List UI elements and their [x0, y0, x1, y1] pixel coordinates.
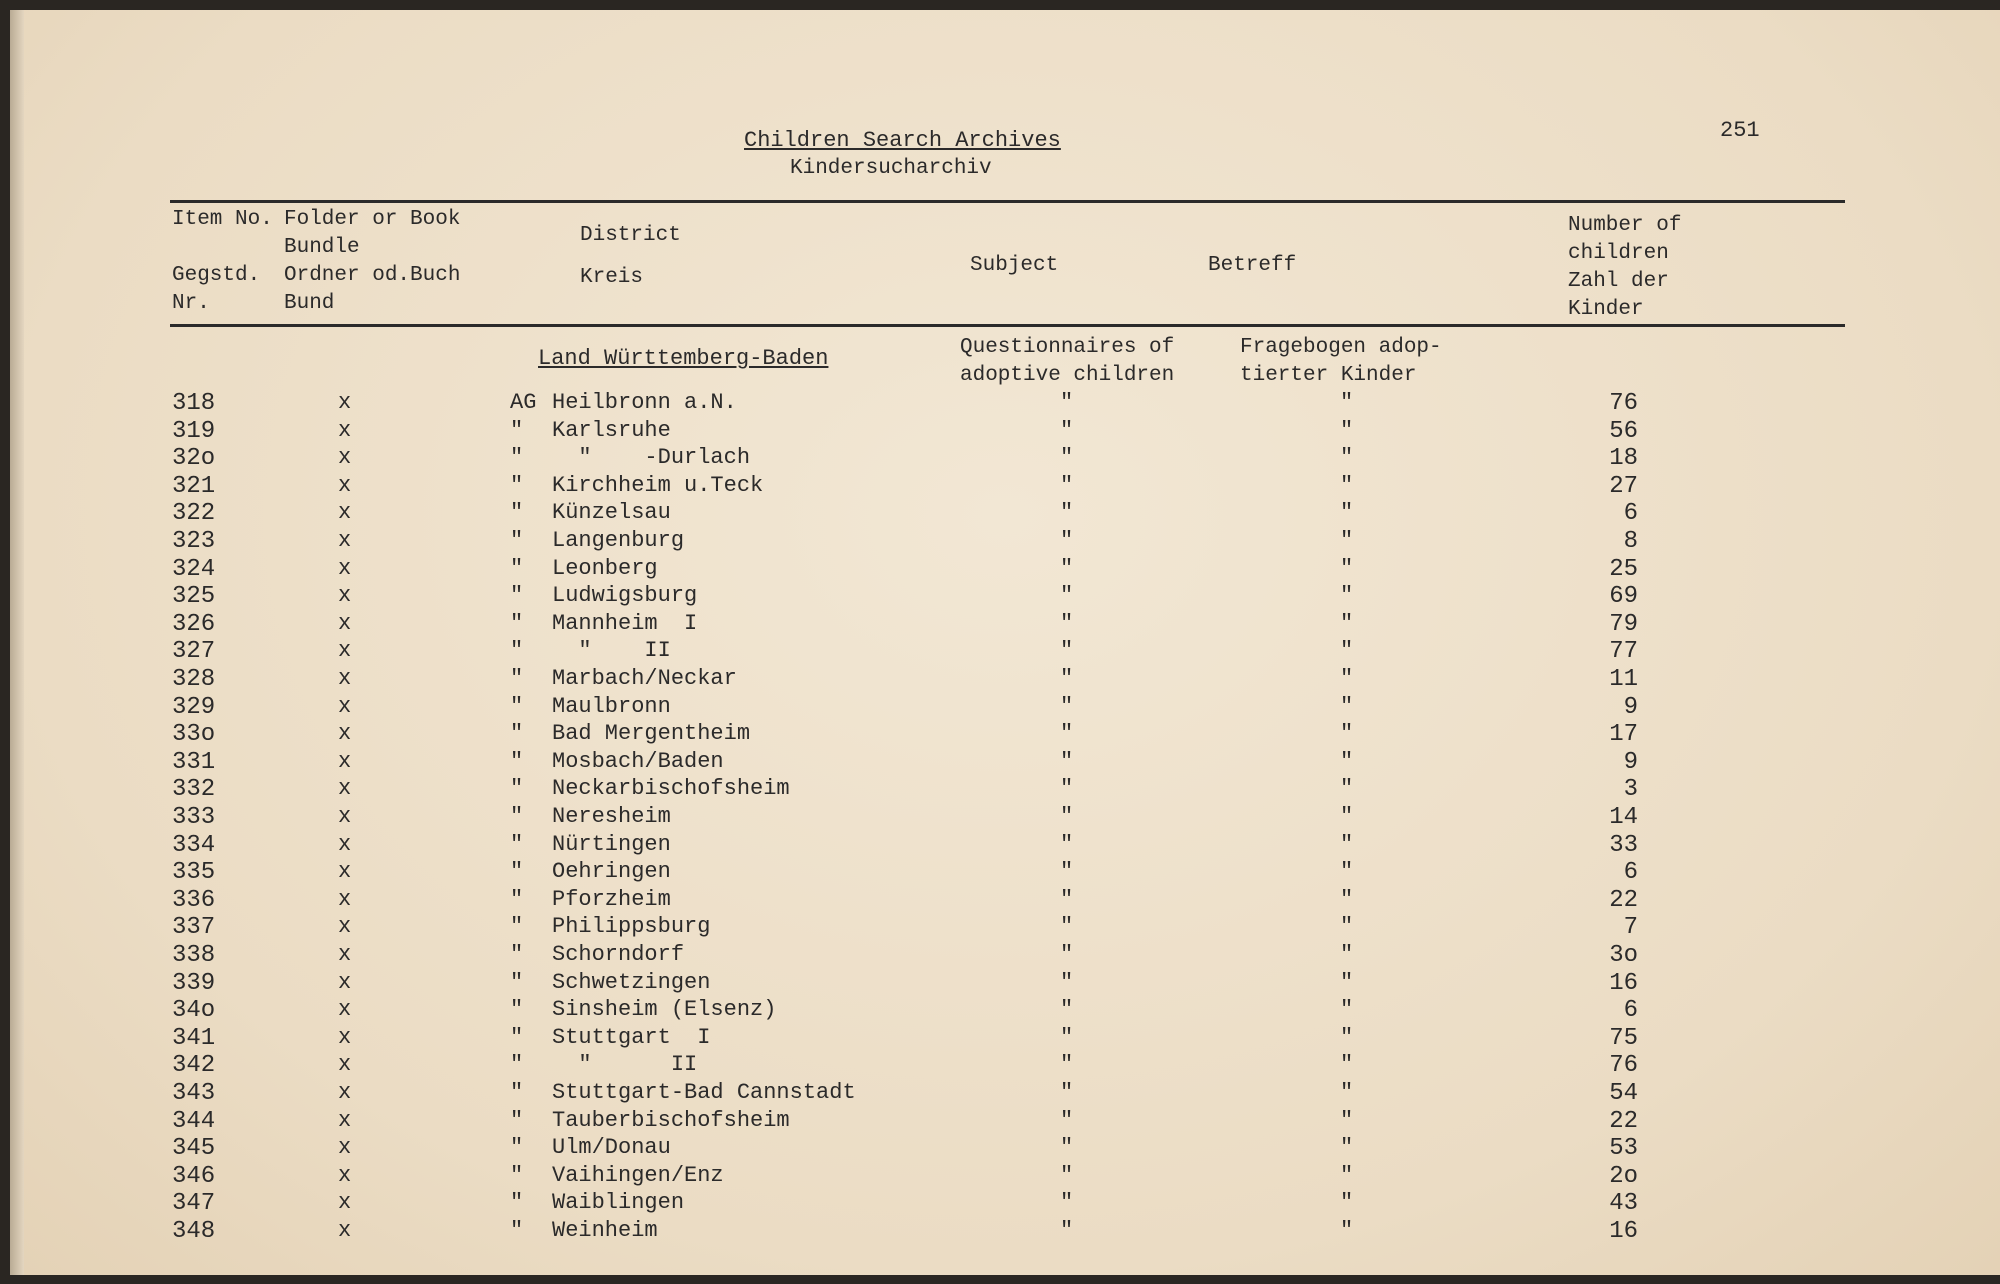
- folder-mark: x: [338, 693, 352, 719]
- betreff-ditto: ": [1340, 555, 1354, 581]
- table-row: [10, 914, 2000, 941]
- betreff-ditto: ": [1340, 1052, 1354, 1078]
- folder-mark: x: [338, 831, 352, 857]
- district-prefix: ": [510, 1052, 524, 1078]
- item-number: 347: [172, 1190, 216, 1218]
- document-page: [10, 10, 2000, 1275]
- header-item-de-2: Nr.: [172, 292, 210, 315]
- folder-mark: x: [338, 804, 352, 829]
- folder-mark: x: [338, 500, 352, 526]
- table-row: [10, 721, 2000, 748]
- table-row: [10, 1135, 2000, 1162]
- district-prefix: ": [510, 528, 524, 553]
- subject-text-1: Questionnaires of: [960, 336, 1175, 359]
- children-count: 22: [1609, 886, 1638, 914]
- district-prefix: ": [510, 445, 524, 471]
- table-row: [10, 556, 2000, 583]
- betreff-ditto: ": [1340, 500, 1354, 526]
- subject-ditto: ": [1060, 914, 1074, 940]
- subject-ditto: ": [1060, 942, 1074, 967]
- district-name: Stuttgart I: [552, 1024, 711, 1050]
- children-count: 43: [1609, 1190, 1638, 1218]
- subject-ditto: ": [1060, 997, 1074, 1023]
- betreff-ditto: ": [1340, 914, 1354, 940]
- children-count: 16: [1609, 1218, 1638, 1245]
- subject-ditto: ": [1060, 638, 1074, 664]
- district-name: Oehringen: [552, 859, 671, 885]
- table-row: [10, 1163, 2000, 1190]
- folder-mark: x: [338, 942, 352, 967]
- children-count: 22: [1609, 1107, 1638, 1135]
- folder-mark: x: [338, 1162, 352, 1188]
- section-title: Land Württemberg-Baden: [538, 346, 829, 371]
- subject-ditto: ": [1060, 610, 1074, 636]
- header-top-rule: [170, 200, 1845, 203]
- folder-mark: x: [338, 445, 352, 471]
- item-number: 339: [172, 969, 216, 997]
- district-name: Sinsheim (Elsenz): [552, 997, 777, 1023]
- header-folder-de: Ordner od.Buch: [284, 264, 461, 287]
- betreff-ditto: ": [1340, 1190, 1354, 1216]
- district-prefix: ": [510, 417, 524, 443]
- folder-mark: x: [338, 859, 352, 885]
- folder-mark: x: [338, 528, 352, 553]
- betreff-ditto: ": [1340, 804, 1354, 829]
- district-prefix: ": [510, 859, 524, 885]
- district-name: Pforzheim: [552, 886, 671, 912]
- children-count: 3: [1623, 776, 1638, 804]
- subject-ditto: ": [1060, 1162, 1074, 1188]
- table-row: [10, 942, 2000, 969]
- district-name: Maulbronn: [552, 693, 671, 719]
- subject-ditto: ": [1060, 1190, 1074, 1216]
- district-name: Langenburg: [552, 528, 685, 553]
- folder-mark: x: [338, 1218, 352, 1243]
- item-number: 331: [172, 748, 216, 776]
- district-prefix: ": [510, 969, 524, 995]
- district-name: Vaihingen/Enz: [552, 1162, 724, 1188]
- header-number-2: children: [1568, 242, 1669, 265]
- item-number: 329: [172, 693, 216, 721]
- table-row: [10, 804, 2000, 831]
- folder-mark: x: [338, 472, 352, 498]
- children-count: 6: [1623, 500, 1638, 528]
- header-subject: Subject: [970, 254, 1059, 277]
- betreff-ditto: ": [1340, 1162, 1354, 1188]
- header-district: District: [580, 224, 681, 247]
- table-row: [10, 1080, 2000, 1107]
- children-count: 76: [1609, 1052, 1638, 1080]
- betreff-ditto: ": [1340, 472, 1354, 498]
- page-number: 251: [1720, 118, 1760, 143]
- header-betreff: Betreff: [1208, 254, 1297, 277]
- district-prefix: ": [510, 555, 524, 581]
- item-number: 343: [172, 1080, 216, 1107]
- children-count: 27: [1609, 472, 1638, 500]
- district-prefix: ": [510, 500, 524, 526]
- children-count: 9: [1623, 693, 1638, 721]
- district-name: Leonberg: [552, 555, 658, 581]
- children-count: 69: [1609, 583, 1638, 611]
- children-count: 18: [1609, 445, 1638, 473]
- subject-text-2: adoptive children: [960, 364, 1175, 387]
- table-row: [10, 749, 2000, 776]
- children-count: 11: [1609, 666, 1638, 693]
- district-prefix: ": [510, 1218, 524, 1243]
- subject-ditto: ": [1060, 666, 1074, 691]
- table-row: [10, 1190, 2000, 1217]
- subject-ditto: ": [1060, 804, 1074, 829]
- subject-ditto: ": [1060, 528, 1074, 553]
- subject-ditto: ": [1060, 776, 1074, 802]
- betreff-ditto: ": [1340, 1135, 1354, 1161]
- district-name: Kirchheim u.Teck: [552, 472, 764, 498]
- header-number-4: Kinder: [1568, 298, 1644, 321]
- district-prefix: ": [510, 804, 524, 829]
- district-prefix: ": [510, 721, 524, 747]
- table-row: [10, 859, 2000, 886]
- subject-ditto: ": [1060, 1052, 1074, 1078]
- betreff-ditto: ": [1340, 997, 1354, 1023]
- children-count: 76: [1609, 390, 1638, 417]
- subject-ditto: ": [1060, 1135, 1074, 1161]
- table-row: [10, 500, 2000, 527]
- item-number: 337: [172, 914, 216, 942]
- district-prefix: ": [510, 997, 524, 1023]
- table-row: [10, 970, 2000, 997]
- district-name: Heilbronn a.N.: [552, 390, 737, 415]
- betreff-ditto: ": [1340, 1080, 1354, 1105]
- item-number: 333: [172, 804, 216, 831]
- children-count: 8: [1623, 528, 1638, 555]
- table-row: [10, 832, 2000, 859]
- item-number: 338: [172, 942, 216, 969]
- district-prefix: ": [510, 942, 524, 967]
- children-count: 14: [1609, 804, 1638, 831]
- betreff-ditto: ": [1340, 886, 1354, 912]
- folder-mark: x: [338, 417, 352, 443]
- folder-mark: x: [338, 1024, 352, 1050]
- district-prefix: ": [510, 1162, 524, 1188]
- district-name: Marbach/Neckar: [552, 666, 737, 691]
- district-name: Stuttgart-Bad Cannstadt: [552, 1080, 856, 1105]
- item-number: 326: [172, 610, 216, 638]
- item-number: 348: [172, 1218, 216, 1245]
- title-german: Kindersucharchiv: [790, 157, 992, 180]
- item-number: 344: [172, 1107, 216, 1135]
- folder-mark: x: [338, 583, 352, 609]
- subject-ditto: ": [1060, 859, 1074, 885]
- table-row: [10, 638, 2000, 665]
- subject-ditto: ": [1060, 886, 1074, 912]
- district-prefix: ": [510, 886, 524, 912]
- header-item-de: Gegstd.: [172, 264, 261, 287]
- district-prefix: ": [510, 583, 524, 609]
- item-number: 324: [172, 555, 216, 583]
- subject-ditto: ": [1060, 1080, 1074, 1105]
- betreff-ditto: ": [1340, 721, 1354, 747]
- district-name: Schorndorf: [552, 942, 685, 967]
- district-prefix: ": [510, 1107, 524, 1133]
- item-number: 325: [172, 583, 216, 611]
- betreff-ditto: ": [1340, 693, 1354, 719]
- betreff-ditto: ": [1340, 583, 1354, 609]
- subject-ditto: ": [1060, 721, 1074, 747]
- subject-ditto: ": [1060, 500, 1074, 526]
- table-row: [10, 473, 2000, 500]
- folder-mark: x: [338, 914, 352, 940]
- folder-mark: x: [338, 1080, 352, 1105]
- district-name: Mannheim I: [552, 610, 698, 636]
- children-count: 6: [1623, 859, 1638, 887]
- item-number: 345: [172, 1135, 216, 1163]
- item-number: 346: [172, 1162, 216, 1190]
- district-name: " II: [552, 638, 671, 664]
- folder-mark: x: [338, 610, 352, 636]
- betreff-ditto: ": [1340, 528, 1354, 553]
- district-prefix: ": [510, 831, 524, 857]
- betreff-ditto: ": [1340, 666, 1354, 691]
- district-prefix: ": [510, 1024, 524, 1050]
- header-bottom-rule: [170, 324, 1845, 327]
- subject-ditto: ": [1060, 472, 1074, 498]
- item-number: 319: [172, 417, 216, 445]
- district-prefix: ": [510, 693, 524, 719]
- children-count: 53: [1609, 1135, 1638, 1163]
- subject-ditto: ": [1060, 1107, 1074, 1133]
- table-row: [10, 1052, 2000, 1079]
- district-name: Tauberbischofsheim: [552, 1107, 790, 1133]
- district-name: Neckarbischofsheim: [552, 776, 790, 802]
- subject-ditto: ": [1060, 390, 1074, 415]
- children-count: 33: [1609, 831, 1638, 859]
- betreff-ditto: ": [1340, 417, 1354, 443]
- folder-mark: x: [338, 1107, 352, 1133]
- folder-mark: x: [338, 776, 352, 802]
- subject-ditto: ": [1060, 1218, 1074, 1243]
- district-name: Ulm/Donau: [552, 1135, 671, 1161]
- betreff-ditto: ": [1340, 445, 1354, 471]
- header-district-de: Kreis: [580, 266, 644, 289]
- folder-mark: x: [338, 1052, 352, 1078]
- item-number: 323: [172, 528, 216, 555]
- table-row: [10, 1108, 2000, 1135]
- header-folder-2: Bundle: [284, 236, 360, 259]
- district-name: Ludwigsburg: [552, 583, 698, 609]
- subject-ditto: ": [1060, 693, 1074, 719]
- children-count: 16: [1609, 969, 1638, 997]
- district-name: Nürtingen: [552, 831, 671, 857]
- folder-mark: x: [338, 721, 352, 747]
- item-number: 336: [172, 886, 216, 914]
- table-row: [10, 776, 2000, 803]
- table-row: [10, 418, 2000, 445]
- children-count: 2o: [1609, 1162, 1638, 1190]
- betreff-ditto: ": [1340, 748, 1354, 774]
- betreff-ditto: ": [1340, 390, 1354, 415]
- children-count: 79: [1609, 610, 1638, 638]
- item-number: 341: [172, 1024, 216, 1052]
- district-name: Neresheim: [552, 804, 671, 829]
- betreff-ditto: ": [1340, 1218, 1354, 1243]
- district-name: Mosbach/Baden: [552, 748, 724, 774]
- title-english: Children Search Archives: [744, 128, 1061, 153]
- item-number: 335: [172, 859, 216, 887]
- children-count: 17: [1609, 721, 1638, 749]
- district-name: Künzelsau: [552, 500, 671, 526]
- table-row: [10, 997, 2000, 1024]
- header-folder: Folder or Book: [284, 208, 461, 231]
- header-number-1: Number of: [1568, 214, 1682, 237]
- district-name: Schwetzingen: [552, 969, 711, 995]
- item-number: 332: [172, 776, 216, 804]
- item-number: 322: [172, 500, 216, 528]
- children-count: 6: [1623, 997, 1638, 1025]
- betreff-text-2: tierter Kinder: [1240, 364, 1417, 387]
- subject-ditto: ": [1060, 445, 1074, 471]
- district-prefix: AG: [510, 390, 537, 415]
- district-name: Waiblingen: [552, 1190, 685, 1216]
- item-number: 321: [172, 472, 216, 500]
- folder-mark: x: [338, 1135, 352, 1161]
- subject-ditto: ": [1060, 831, 1074, 857]
- children-count: 7: [1623, 914, 1638, 942]
- district-prefix: ": [510, 1080, 524, 1105]
- subject-ditto: ": [1060, 417, 1074, 443]
- item-number: 32o: [172, 445, 216, 473]
- district-prefix: ": [510, 666, 524, 691]
- table-row: [10, 694, 2000, 721]
- betreff-ditto: ": [1340, 969, 1354, 995]
- folder-mark: x: [338, 1190, 352, 1216]
- children-count: 75: [1609, 1024, 1638, 1052]
- district-name: " II: [552, 1052, 698, 1078]
- header-folder-de-2: Bund: [284, 292, 335, 315]
- table-row: [10, 1218, 2000, 1245]
- folder-mark: x: [338, 666, 352, 691]
- district-prefix: ": [510, 1190, 524, 1216]
- children-count: 25: [1609, 555, 1638, 583]
- item-number: 327: [172, 638, 216, 666]
- betreff-ditto: ": [1340, 638, 1354, 664]
- district-name: Karlsruhe: [552, 417, 671, 443]
- district-name: Weinheim: [552, 1218, 658, 1243]
- subject-ditto: ": [1060, 748, 1074, 774]
- table-row: [10, 445, 2000, 472]
- betreff-ditto: ": [1340, 776, 1354, 802]
- table-row: [10, 611, 2000, 638]
- betreff-text-1: Fragebogen adop-: [1240, 336, 1442, 359]
- folder-mark: x: [338, 390, 352, 415]
- betreff-ditto: ": [1340, 1107, 1354, 1133]
- district-prefix: ": [510, 472, 524, 498]
- district-prefix: ": [510, 776, 524, 802]
- subject-ditto: ": [1060, 583, 1074, 609]
- district-name: Philippsburg: [552, 914, 711, 940]
- betreff-ditto: ": [1340, 831, 1354, 857]
- item-number: 34o: [172, 997, 216, 1025]
- table-row: [10, 583, 2000, 610]
- children-count: 56: [1609, 417, 1638, 445]
- table-row: [10, 390, 2000, 417]
- item-number: 328: [172, 666, 216, 693]
- district-prefix: ": [510, 1135, 524, 1161]
- item-number: 342: [172, 1052, 216, 1080]
- table-row: [10, 1025, 2000, 1052]
- item-number: 334: [172, 831, 216, 859]
- children-count: 77: [1609, 638, 1638, 666]
- table-row: [10, 666, 2000, 693]
- district-prefix: ": [510, 610, 524, 636]
- subject-ditto: ": [1060, 555, 1074, 581]
- district-name: " -Durlach: [552, 445, 751, 471]
- item-number: 33o: [172, 721, 216, 749]
- district-prefix: ": [510, 748, 524, 774]
- folder-mark: x: [338, 997, 352, 1023]
- betreff-ditto: ": [1340, 1024, 1354, 1050]
- betreff-ditto: ": [1340, 610, 1354, 636]
- subject-ditto: ": [1060, 1024, 1074, 1050]
- header-item-no: Item No.: [172, 208, 273, 231]
- district-prefix: ": [510, 914, 524, 940]
- subject-ditto: ": [1060, 969, 1074, 995]
- children-count: 3o: [1609, 942, 1638, 969]
- folder-mark: x: [338, 638, 352, 664]
- table-row: [10, 528, 2000, 555]
- folder-mark: x: [338, 969, 352, 995]
- children-count: 54: [1609, 1080, 1638, 1107]
- item-number: 318: [172, 390, 216, 417]
- table-row: [10, 887, 2000, 914]
- folder-mark: x: [338, 748, 352, 774]
- folder-mark: x: [338, 555, 352, 581]
- children-count: 9: [1623, 748, 1638, 776]
- district-prefix: ": [510, 638, 524, 664]
- betreff-ditto: ": [1340, 859, 1354, 885]
- folder-mark: x: [338, 886, 352, 912]
- district-name: Bad Mergentheim: [552, 721, 751, 747]
- header-number-3: Zahl der: [1568, 270, 1669, 293]
- betreff-ditto: ": [1340, 942, 1354, 967]
